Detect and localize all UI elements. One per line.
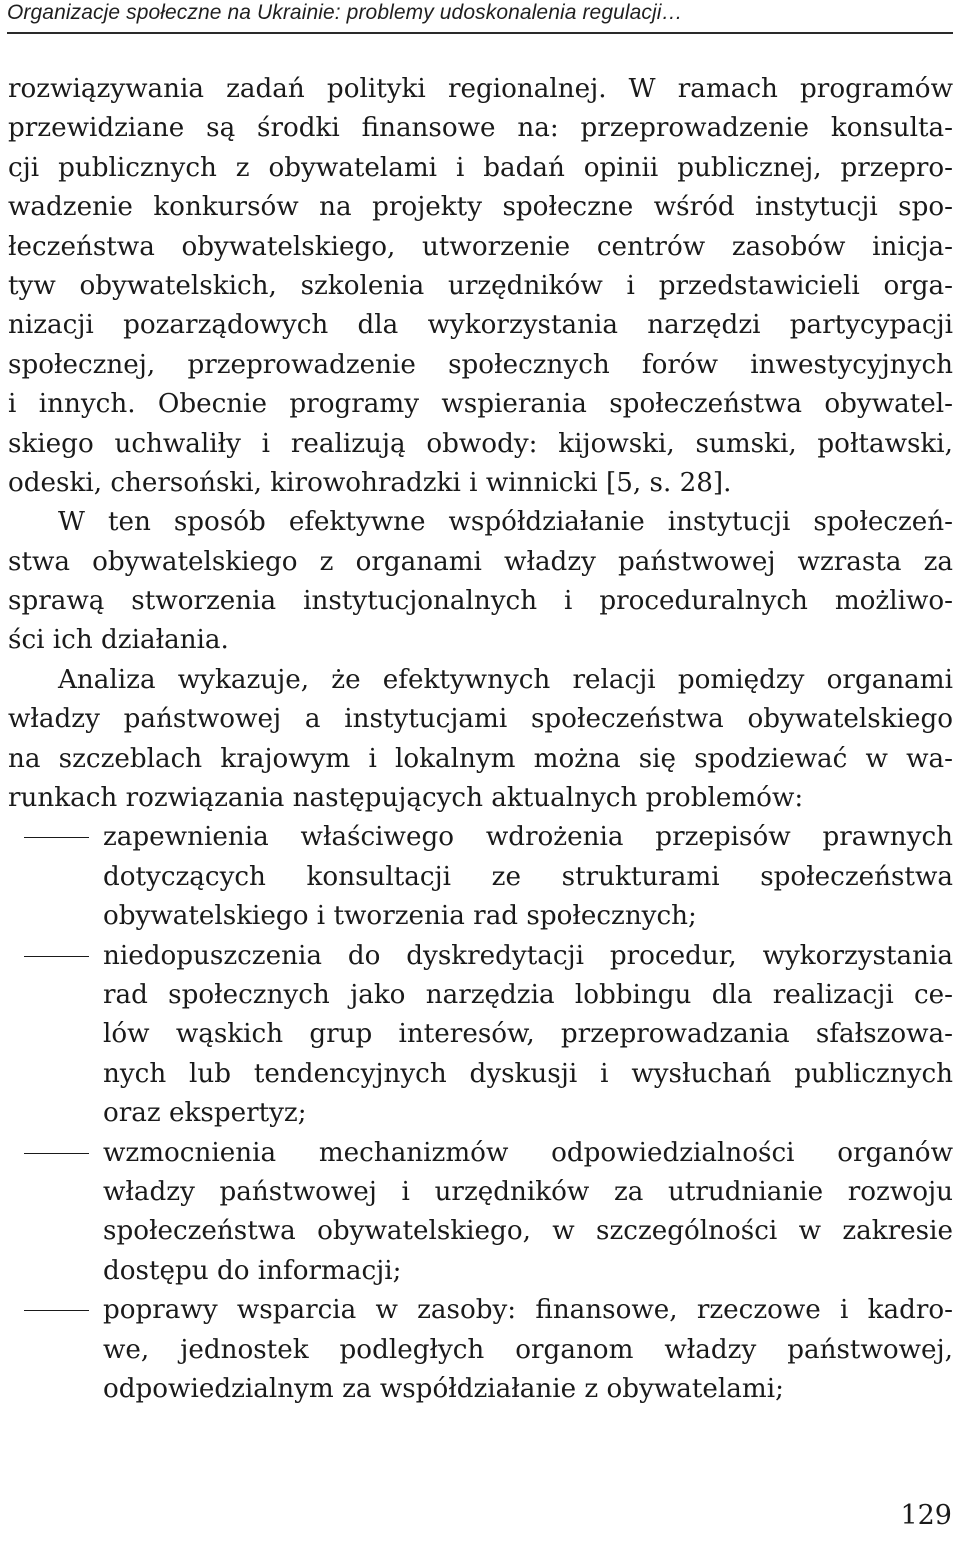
text-line: oraz ekspertyz; (103, 1098, 307, 1129)
text-line: na szczeblach krajowym i lokalnym można się spodziewać w wa- (8, 743, 953, 774)
paragraph-regional-programs (8, 70, 953, 503)
list-item (8, 818, 953, 936)
text-line: W ten sposób efektywne współdziałanie instytucji społeczeń- (58, 507, 953, 538)
text-line: tyw obywatelskich, szkolenia urzędników i przedstawicieli orga- (8, 270, 953, 301)
text-line: społeczeństwa obywatelskiego, w szczególności w zakresie (103, 1216, 953, 1247)
text-line: poprawy wsparcia w zasoby: finansowe, rzeczowe i kadro- (103, 1295, 953, 1326)
text-line: nizacji pozarządowych dla wykorzystania narzędzi partycypacji (8, 310, 953, 341)
text-line: sprawą stworzenia instytucjonalnych i proceduralnych możliwo- (8, 586, 953, 617)
text-line: skiego uchwaliły i realizują obwody: kijowski, sumski, połtawski, (8, 428, 953, 459)
paragraph-analysis (8, 661, 953, 819)
text-line: władzy państwowej a instytucjami społeczeństwa obywatelskiego (8, 704, 953, 735)
page-number: 129 (900, 1500, 952, 1531)
text-line: dostępu do informacji; (103, 1255, 402, 1286)
problem-list (8, 818, 953, 1409)
text-line: Analiza wykazuje, że efektywnych relacji pomiędzy organami (58, 664, 953, 695)
running-title: Organizacje społeczne na Ukrainie: problemy udoskonalenia regulacji… (7, 1, 683, 24)
text-line: przewidziane są środki finansowe na: przeprowadzenie konsulta- (8, 113, 953, 144)
text-line: we, jednostek podległych organom władzy państwowej, (103, 1334, 953, 1365)
text-line: ści ich działania. (8, 625, 229, 656)
text-line: stwa obywatelskiego z organami władzy państwowej wzrasta za (8, 546, 953, 577)
text-line: łeczeństwa obywatelskiego, utworzenie centrów zasobów inicja- (8, 231, 953, 262)
text-line: społecznej, przeprowadzenie społecznych forów inwestycyjnych (8, 349, 953, 380)
list-item (8, 1134, 953, 1292)
em-dash-marker (24, 837, 89, 838)
text-line: władzy państwowej i urzędników za utrudnianie rozwoju (103, 1176, 953, 1207)
text-line: nych lub tendencyjnych dyskusji i wysłuchań publicznych (103, 1058, 953, 1089)
text-line: odpowiedzialnym za współdziałanie z obywatelami; (103, 1373, 784, 1404)
text-line: obywatelskiego i tworzenia rad społecznych; (103, 901, 697, 932)
list-item (8, 937, 953, 1134)
text-line: lów wąskich grup interesów, przeprowadzania sfałszowa- (103, 1019, 953, 1050)
text-line: rad społecznych jako narzędzia lobbingu dla realizacji ce- (103, 979, 953, 1010)
em-dash-marker (24, 956, 89, 957)
text-line: niedopuszczenia do dyskredytacji procedur, wykorzystania (103, 940, 953, 971)
em-dash-marker (24, 1310, 89, 1311)
running-header (7, 0, 953, 34)
text-line: odeski, chersoński, kirowohradzki i winnicki [5, s. 28]. (8, 467, 732, 498)
text-line: dotyczących konsultacji ze strukturami społeczeństwa (103, 861, 953, 892)
text-line: i innych. Obecnie programy wspierania społeczeństwa obywatel- (8, 389, 953, 420)
em-dash-marker (24, 1153, 89, 1154)
paragraph-cooperation (8, 503, 953, 661)
text-line: wzmocnienia mechanizmów odpowiedzialności organów (103, 1137, 953, 1168)
text-line: rozwiązywania zadań polityki regionalnej. W ramach programów (8, 74, 953, 104)
text-line: zapewnienia właściwego wdrożenia przepisów prawnych (103, 822, 953, 853)
text-line: cji publicznych z obywatelami i badań opinii publicznej, przepro- (8, 152, 953, 183)
text-line: wadzenie konkursów na projekty społeczne wśród instytucji spo- (8, 192, 953, 223)
text-line: runkach rozwiązania następujących aktualnych problemów: (8, 783, 804, 814)
list-item (8, 1291, 953, 1409)
page-body (8, 70, 953, 1409)
